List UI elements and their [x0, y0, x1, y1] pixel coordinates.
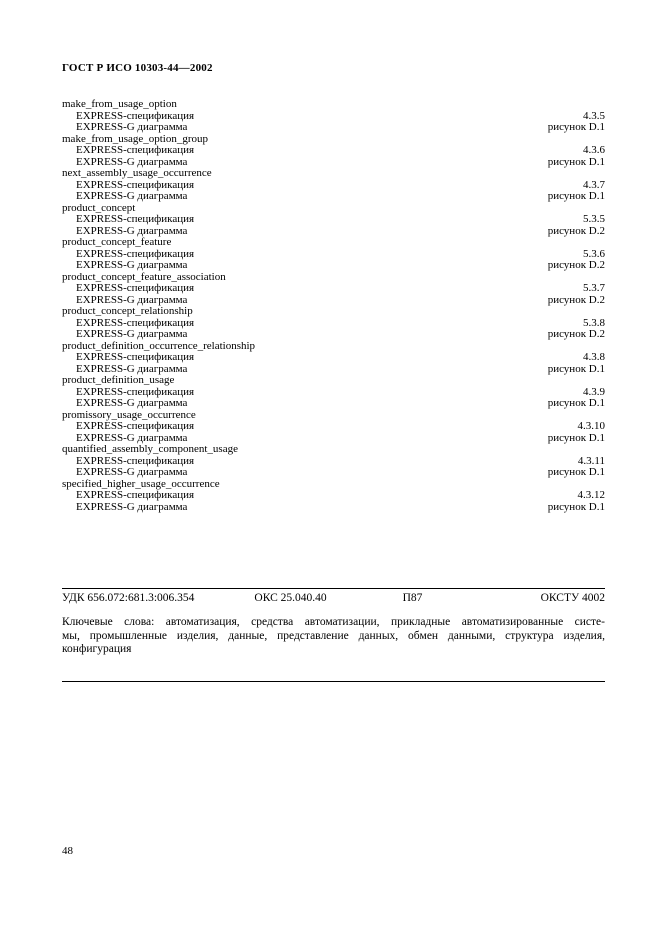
express-g-ref: рисунок D.1: [547, 466, 605, 478]
express-spec-label: EXPRESS-спецификация: [76, 454, 195, 467]
express-g-ref: рисунок D.1: [547, 431, 605, 444]
express-g-label: EXPRESS-G диаграмма: [76, 362, 188, 375]
express-g-label: EXPRESS-G диаграмма: [76, 466, 188, 478]
express-g-label: EXPRESS-G диаграмма: [76, 190, 188, 202]
horizontal-rule-top: [62, 588, 605, 589]
express-g-ref: рисунок D.1: [547, 500, 605, 513]
express-g-line: [62, 329, 605, 341]
index-entry: [62, 134, 605, 169]
express-spec-line: [62, 421, 605, 433]
express-spec-ref: 5.3.8: [583, 316, 605, 329]
express-g-ref: рисунок D.2: [547, 328, 605, 340]
express-g-label: EXPRESS-G диаграмма: [76, 259, 188, 271]
express-spec-ref: 4.3.7: [583, 178, 605, 191]
express-spec-label: EXPRESS-спецификация: [76, 489, 195, 501]
keywords-line: конфигурация: [62, 643, 132, 655]
express-spec-line: [62, 352, 605, 364]
express-spec-label: EXPRESS-спецификация: [76, 316, 195, 329]
entry-term: product_concept_relationship: [62, 305, 193, 317]
index-entry: [62, 272, 605, 307]
express-spec-ref: 4.3.11: [577, 454, 605, 467]
entry-term: specified_higher_usage_occurrence: [62, 477, 220, 490]
express-g-ref: рисунок D.1: [547, 155, 605, 168]
express-spec-label: EXPRESS-спецификация: [76, 282, 195, 294]
express-spec-label: EXPRESS-спецификация: [76, 385, 195, 398]
oks-code: ОКС 25.040.40: [254, 592, 327, 604]
express-g-label: EXPRESS-G диаграмма: [76, 397, 188, 409]
express-spec-label: EXPRESS-спецификация: [76, 247, 195, 260]
express-spec-label: EXPRESS-спецификация: [76, 213, 195, 225]
document-header: ГОСТ Р ИСО 10303-44—2002: [62, 62, 213, 74]
index-entry: [62, 479, 605, 514]
entry-term: product_concept_feature: [62, 236, 172, 248]
udk-code: УДК 656.072:681.3:006.354: [62, 592, 195, 604]
entry-term: make_from_usage_option_group: [62, 132, 209, 145]
express-g-ref: рисунок D.1: [547, 121, 605, 133]
express-g-ref: рисунок D.1: [547, 362, 605, 375]
express-spec-line: [62, 490, 605, 502]
keywords-line: мы, промышленные изделия, данные, представление данных, обмен данными, структура изделия,: [62, 629, 605, 642]
entry-term: quantified_assembly_component_usage: [62, 443, 238, 455]
express-spec-line: [62, 283, 605, 295]
p-index-code: П87: [402, 592, 423, 604]
express-spec-label: EXPRESS-спецификация: [76, 144, 195, 156]
express-spec-ref: 4.3.5: [583, 109, 605, 122]
express-g-label: EXPRESS-G диаграмма: [76, 431, 188, 444]
express-g-ref: рисунок D.1: [547, 397, 605, 409]
express-g-ref: рисунок D.2: [547, 293, 605, 306]
express-spec-ref: 4.3.12: [577, 489, 605, 501]
page-number: 48: [62, 845, 73, 857]
index-entry: [62, 444, 605, 479]
express-spec-ref: 4.3.6: [583, 144, 605, 156]
express-spec-ref: 4.3.8: [583, 351, 605, 363]
entry-term: product_concept: [62, 201, 136, 214]
horizontal-rule-bottom: [62, 681, 605, 682]
entry-term: promissory_usage_occurrence: [62, 408, 196, 421]
express-g-ref: рисунок D.2: [547, 224, 605, 237]
keywords-line: Ключевые слова: автоматизация, средства автоматизации, прикладные автоматизированные систе-: [62, 616, 605, 628]
index-list: [62, 99, 605, 513]
express-g-label: EXPRESS-G диаграмма: [76, 328, 188, 340]
express-g-line: [62, 260, 605, 272]
index-entry: [62, 341, 605, 376]
index-entry: [62, 203, 605, 238]
entry-term: next_assembly_usage_occurrence: [62, 167, 212, 179]
index-entry: [62, 375, 605, 410]
express-g-ref: рисунок D.1: [547, 190, 605, 202]
express-spec-ref: 4.3.9: [583, 385, 605, 398]
index-entry: [62, 306, 605, 341]
index-entry: [62, 99, 605, 134]
express-g-line: [62, 467, 605, 479]
express-spec-ref: 5.3.5: [583, 213, 605, 225]
index-entry: [62, 168, 605, 203]
entry-term: product_concept_feature_association: [62, 270, 226, 283]
okstu-code: ОКСТУ 4002: [540, 592, 605, 604]
express-spec-ref: 5.3.7: [583, 282, 605, 294]
express-spec-label: EXPRESS-спецификация: [76, 109, 195, 122]
express-g-line: [62, 502, 605, 514]
express-g-ref: рисунок D.2: [547, 259, 605, 271]
express-spec-label: EXPRESS-спецификация: [76, 178, 195, 191]
express-spec-ref: 5.3.6: [583, 247, 605, 260]
express-g-label: EXPRESS-G диаграмма: [76, 155, 188, 168]
express-spec-line: [62, 214, 605, 226]
index-entry: [62, 237, 605, 272]
express-spec-line: [62, 145, 605, 157]
express-g-label: EXPRESS-G диаграмма: [76, 500, 188, 513]
express-g-line: [62, 191, 605, 203]
express-g-label: EXPRESS-G диаграмма: [76, 224, 188, 237]
express-g-line: [62, 398, 605, 410]
keywords-paragraph: [62, 616, 605, 657]
express-g-line: [62, 122, 605, 134]
entry-term: product_definition_occurrence_relationship: [62, 339, 256, 352]
express-spec-label: EXPRESS-спецификация: [76, 420, 195, 432]
express-g-label: EXPRESS-G диаграмма: [76, 293, 188, 306]
entry-term: product_definition_usage: [62, 374, 175, 386]
express-g-label: EXPRESS-G диаграмма: [76, 121, 188, 133]
express-spec-label: EXPRESS-спецификация: [76, 351, 195, 363]
entry-term: make_from_usage_option: [62, 98, 177, 110]
index-entry: [62, 410, 605, 445]
classification-codes-row: [62, 592, 605, 604]
express-spec-ref: 4.3.10: [577, 420, 605, 432]
